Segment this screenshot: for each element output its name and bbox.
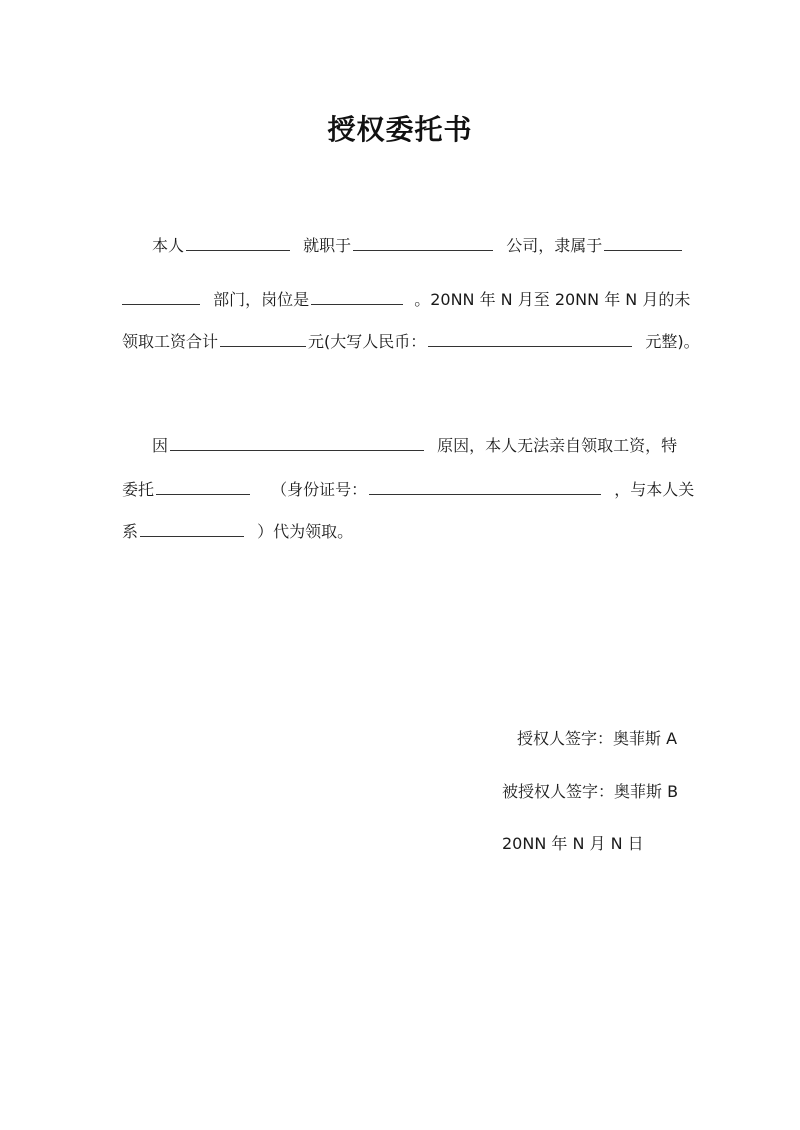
- amount-uppercase-blank[interactable]: [428, 328, 632, 347]
- text-segment: 公司，隶属于: [506, 236, 603, 255]
- department-blank-end[interactable]: [122, 286, 200, 305]
- signature-date: 20NN 年 N 月 N 日: [502, 834, 644, 853]
- paragraph1-line1: [152, 232, 684, 258]
- text-segment: 部门，岗位是: [213, 290, 310, 309]
- text-segment: 委托: [122, 480, 155, 499]
- text-segment: 领取工资合计: [122, 332, 219, 351]
- text-segment: （身份证号：: [271, 480, 368, 499]
- reason-blank[interactable]: [170, 432, 424, 451]
- grantor-signature: 授权人签字：奥菲斯 A: [517, 729, 678, 748]
- id-number-blank[interactable]: [369, 476, 601, 495]
- text-segment: ，与本人关: [614, 480, 695, 499]
- amount-blank[interactable]: [220, 328, 306, 347]
- paragraph1-line2: [122, 286, 690, 312]
- grantee-signature: 被授权人签字：奥菲斯 B: [502, 782, 679, 801]
- text-segment: 系: [122, 522, 139, 541]
- text-segment: 。20NN 年 N 月至 20NN 年 N 月的未: [414, 290, 691, 309]
- text-segment: 本人: [152, 236, 185, 255]
- paragraph2-line2: [122, 476, 694, 502]
- paragraph1-line3: [122, 328, 700, 354]
- position-blank[interactable]: [311, 286, 403, 305]
- text-segment: 元整)。: [645, 332, 700, 351]
- agent-name-blank[interactable]: [156, 476, 250, 495]
- text-segment: 因: [152, 436, 169, 455]
- paragraph2-line3: [122, 518, 353, 544]
- text-segment: 原因，本人无法亲自领取工资，特: [437, 436, 678, 455]
- text-segment: 元(大写人民币：: [308, 332, 427, 351]
- relationship-blank[interactable]: [140, 518, 244, 537]
- company-blank[interactable]: [353, 232, 493, 251]
- document-title: 授权委托书: [327, 113, 473, 146]
- name-blank[interactable]: [186, 232, 290, 251]
- text-segment: 就职于: [303, 236, 352, 255]
- text-segment: ）代为领取。: [257, 522, 354, 541]
- department-blank-start[interactable]: [604, 232, 682, 251]
- paragraph2-line1: [152, 432, 677, 458]
